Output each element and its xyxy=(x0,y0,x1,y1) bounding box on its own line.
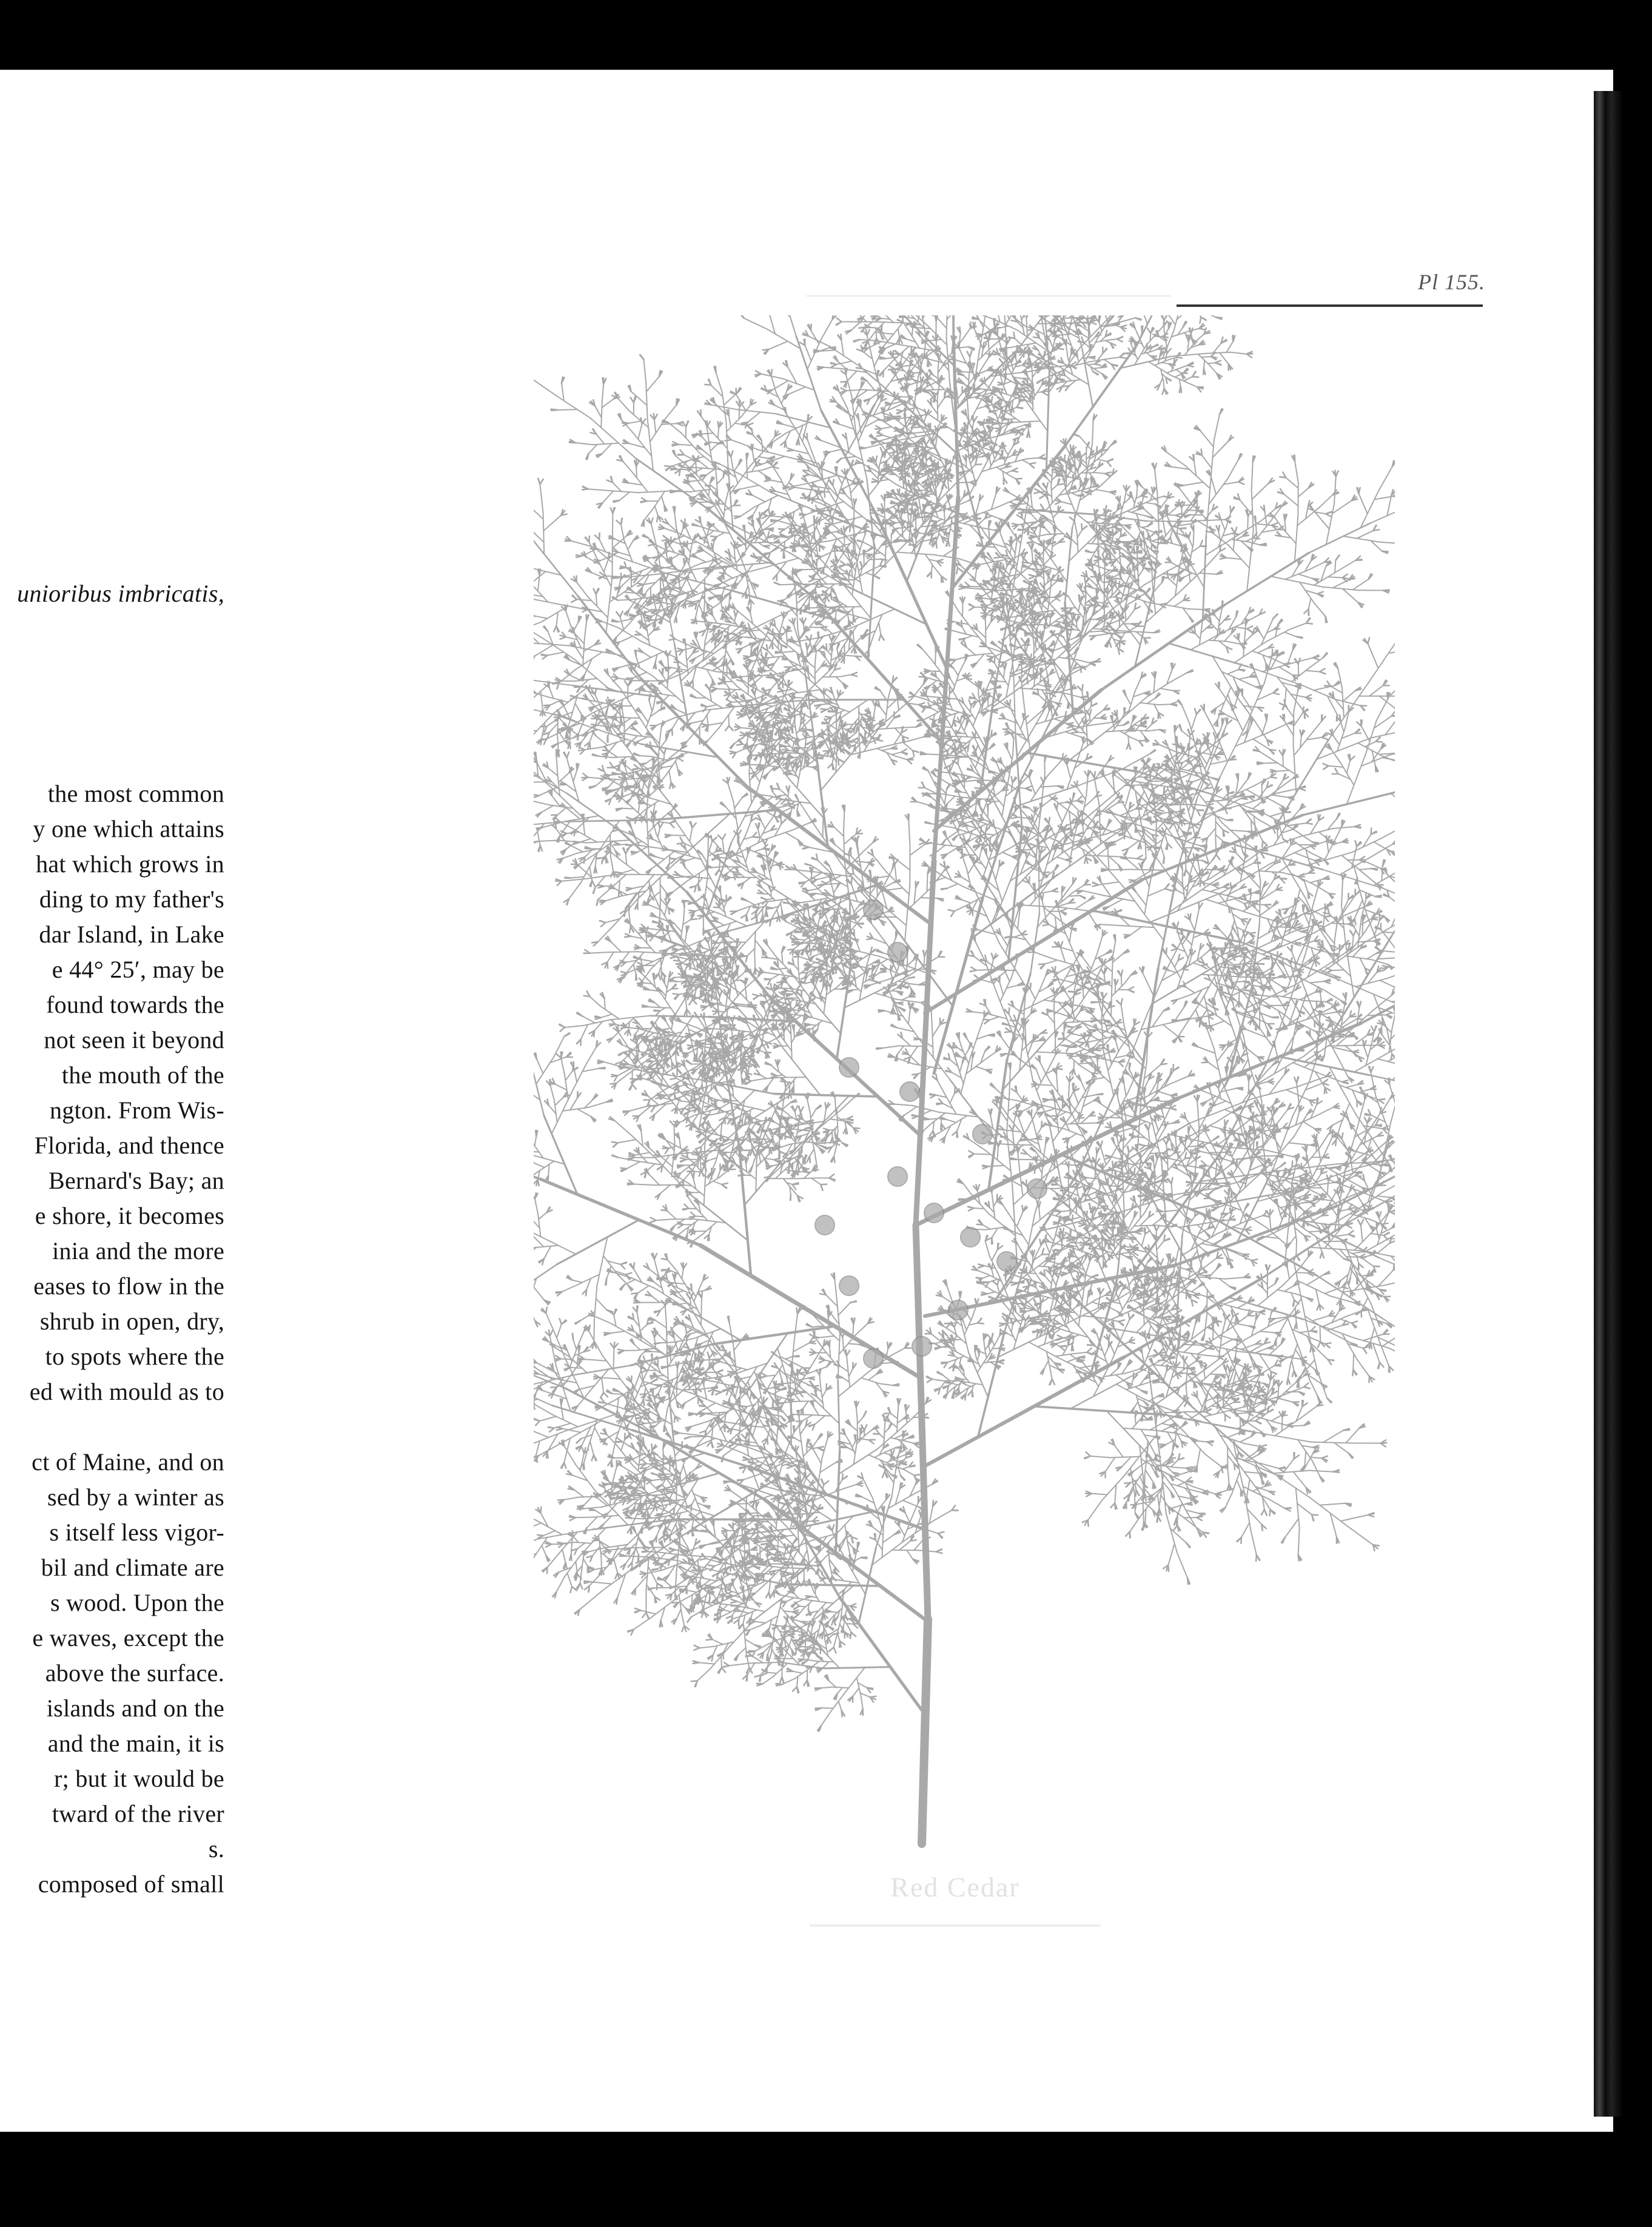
plate-header-rule xyxy=(1177,304,1483,307)
body-text-line: above the surface. xyxy=(45,1656,224,1691)
body-text-line: hat which grows in xyxy=(36,847,224,882)
body-text-line: the mouth of the xyxy=(62,1058,224,1093)
body-text-line: eases to flow in the xyxy=(33,1269,224,1304)
body-text-line: not seen it beyond xyxy=(44,1023,224,1058)
body-text-line: ed with mould as to xyxy=(30,1374,224,1409)
body-text-line: composed of small xyxy=(38,1867,224,1902)
body-text-line: r; but it would be xyxy=(54,1761,224,1796)
red-cedar-branch-illustration xyxy=(534,315,1395,1868)
body-text-line: shrub in open, dry, xyxy=(40,1304,224,1339)
body-text-line: y one which attains xyxy=(33,811,224,847)
body-text-line: ding to my father's xyxy=(39,882,224,917)
body-text-line: islands and on the xyxy=(47,1691,224,1726)
plate-header-faint-rule xyxy=(807,295,1170,297)
body-text-line: e shore, it becomes xyxy=(35,1198,224,1234)
body-text-line: e 44° 25′, may be xyxy=(52,952,224,987)
body-text-line: Bernard's Bay; an xyxy=(49,1163,224,1198)
body-text-line: dar Island, in Lake xyxy=(39,917,224,952)
body-text-line: e waves, except the xyxy=(32,1621,224,1656)
body-text-line: s. xyxy=(209,1832,224,1867)
body-text-line: tward of the river xyxy=(52,1796,224,1832)
body-text-line: s itself less vigor- xyxy=(50,1515,225,1550)
body-text-line: sed by a winter as xyxy=(47,1480,224,1515)
left-text-page xyxy=(0,70,340,2132)
plate-caption: Red Cedar xyxy=(819,1871,1092,1903)
latin-description-line: unioribus imbricatis, xyxy=(17,576,224,611)
body-text-line: the most common xyxy=(48,776,224,811)
body-text-line: found towards the xyxy=(46,987,224,1023)
body-text-line: ct of Maine, and on xyxy=(32,1445,224,1480)
body-text-line: to spots where the xyxy=(45,1339,224,1374)
page-edges xyxy=(1594,91,1623,2117)
body-text-line: ngton. From Wis- xyxy=(50,1093,224,1128)
plate-subcaption-faint xyxy=(810,1923,1101,1929)
body-text-line: bil and climate are xyxy=(41,1550,224,1585)
body-text-line: and the main, it is xyxy=(48,1726,224,1761)
body-text-line: inia and the more xyxy=(52,1234,224,1269)
body-text-line: Florida, and thence xyxy=(35,1128,224,1163)
plate-number: Pl 155. xyxy=(1418,269,1485,295)
body-text-line: s wood. Upon the xyxy=(50,1585,224,1621)
